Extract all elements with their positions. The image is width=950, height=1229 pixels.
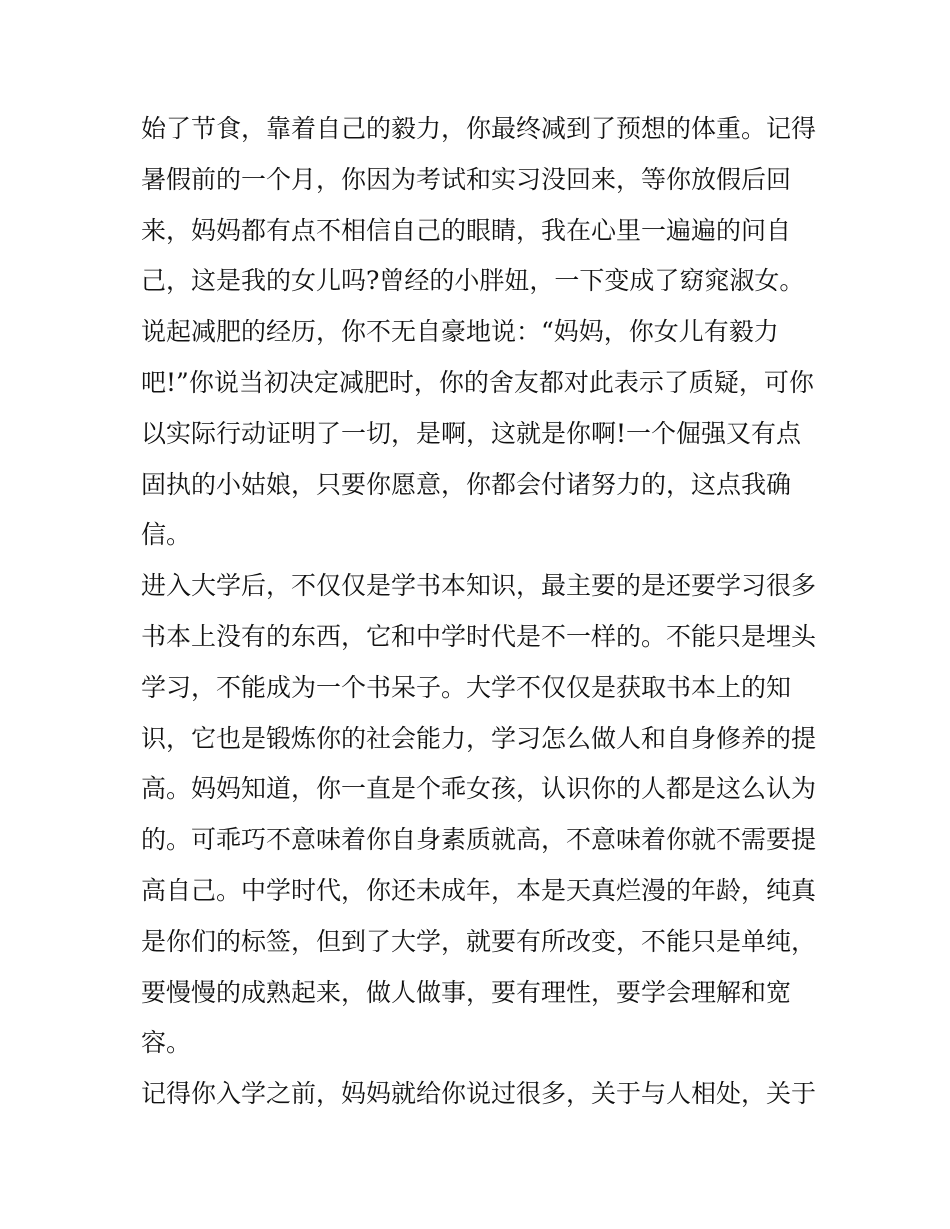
text-line: 是你们的标签，但到了大学，就要有所改变，不能只是单纯，	[141, 926, 817, 956]
text-line: 固执的小姑娘，只要你愿意，你都会付诸努力的，这点我确	[141, 469, 792, 499]
text-line: 记得你入学之前，妈妈就给你说过很多，关于与人相处，关于	[141, 1079, 817, 1109]
text-line: 说起减肥的经历，你不无自豪地说：“妈妈，你女儿有毅力	[141, 317, 779, 347]
text-line: 书本上没有的东西，它和中学时代是不一样的。不能只是埋头	[141, 621, 817, 651]
document-body	[141, 104, 817, 1120]
text-line: 暑假前的一个月，你因为考试和实习没回来，等你放假后回	[141, 164, 792, 194]
paragraph-1	[141, 104, 817, 561]
text-line: 信。	[141, 520, 192, 550]
text-line: 的。可乖巧不意味着你自身素质就高，不意味着你就不需要提	[141, 825, 817, 855]
text-line: 学习，不能成为一个书呆子。大学不仅仅是获取书本上的知	[141, 672, 792, 702]
text-line: 高自己。中学时代，你还未成年，本是天真烂漫的年龄，纯真	[141, 875, 817, 905]
text-line: 识，它也是锻炼你的社会能力，学习怎么做人和自身修养的提	[141, 723, 817, 753]
paragraph-3	[141, 1069, 817, 1120]
text-line: 来，妈妈都有点不相信自己的眼睛，我在心里一遍遍的问自	[141, 215, 792, 245]
text-line: 进入大学后，不仅仅是学书本知识，最主要的是还要学习很多	[141, 571, 817, 601]
text-line: 始了节食，靠着自己的毅力，你最终减到了预想的体重。记得	[141, 114, 817, 143]
text-line: 要慢慢的成熟起来，做人做事，要有理性，要学会理解和宽	[141, 977, 792, 1007]
text-line: 吧!”你说当初决定减肥时，你的舍友都对此表示了质疑，可你	[141, 367, 814, 397]
text-line: 高。妈妈知道，你一直是个乖女孩，认识你的人都是这么认为	[141, 774, 817, 804]
paragraph-2	[141, 561, 817, 1069]
text-line: 己，这是我的女儿吗?曾经的小胖妞，一下变成了窈窕淑女。	[141, 266, 805, 296]
text-line: 以实际行动证明了一切，是啊，这就是你啊!一个倔强又有点	[141, 418, 802, 448]
text-line: 容。	[141, 1028, 192, 1058]
